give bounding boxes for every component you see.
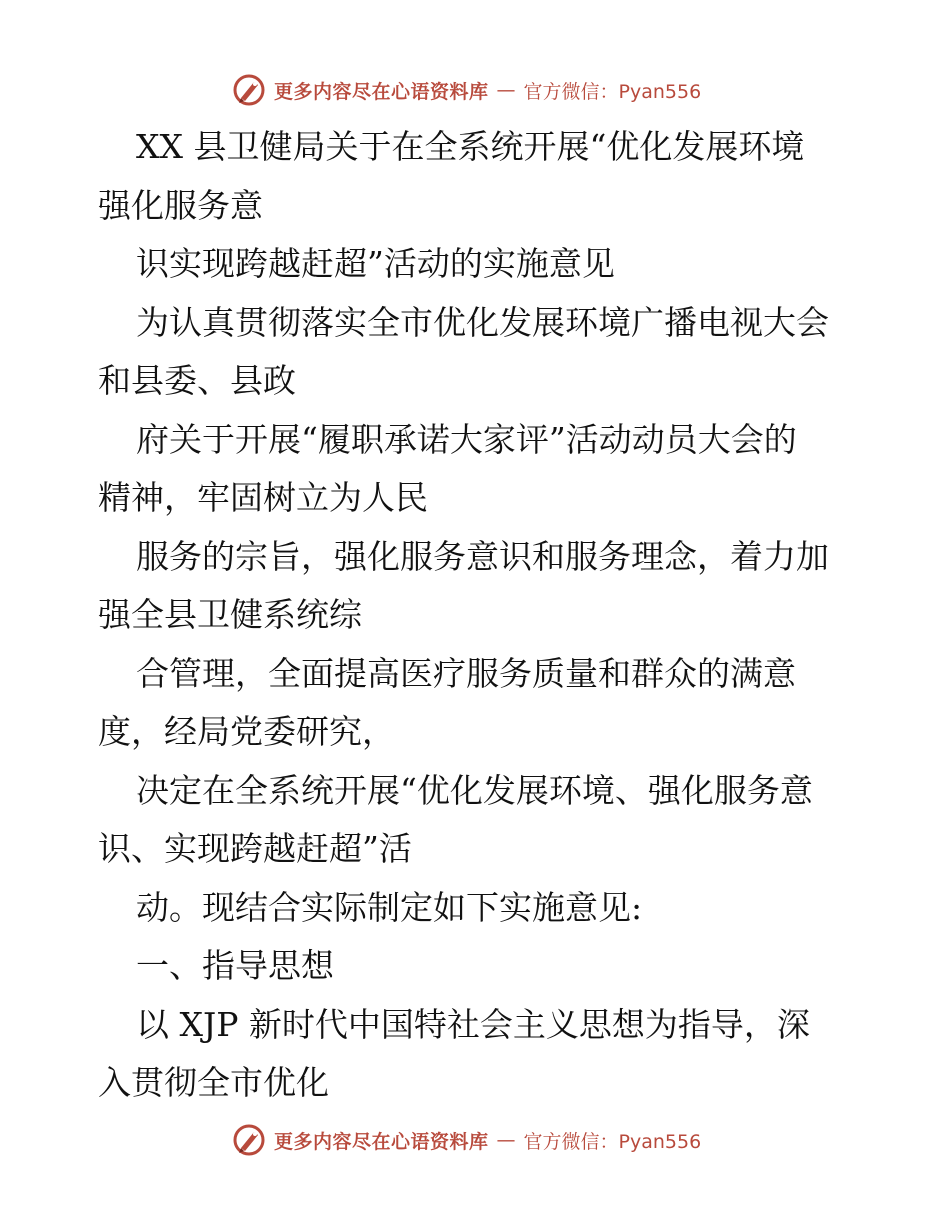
doc-line: 强全县卫健系统综	[98, 595, 362, 634]
header-watermark	[232, 70, 752, 110]
document-body	[98, 118, 858, 1113]
doc-line: 服务的宗旨，强化服务意识和服务理念，着力加	[136, 536, 829, 576]
doc-line: 入贯彻全市优化	[98, 1063, 329, 1102]
doc-line: 度，经局党委研究，	[98, 712, 395, 751]
doc-line: 识实现跨越赶超”活动的实施意见	[136, 244, 615, 283]
doc-line: 为认真贯彻落实全市优化发展环境广播电视大会	[136, 302, 829, 342]
watermark-separator: —	[496, 1129, 516, 1151]
doc-line: 识、实现跨越赶超”活	[98, 829, 412, 868]
pen-logo-icon	[232, 73, 266, 107]
watermark-contact-text: 官方微信：Pyan556	[523, 1130, 702, 1153]
doc-line: 合管理，全面提高医疗服务质量和群众的满意	[136, 653, 796, 693]
doc-line: XX 县卫健局关于在全系统开展“优化发展环境	[136, 127, 805, 166]
watermark-contact-text: 官方微信：Pyan556	[523, 80, 702, 103]
doc-line: 动。现结合实际制定如下实施意见:	[136, 887, 643, 927]
watermark-brand-text: 更多内容尽在心语资料库	[274, 1130, 489, 1153]
doc-line: 和县委、县政	[98, 361, 296, 400]
doc-line: 府关于开展“履职承诺大家评”活动动员大会的	[136, 419, 797, 459]
watermark-separator: —	[496, 79, 516, 101]
section-heading: 一、指导思想	[136, 946, 334, 985]
doc-line: 以 XJP 新时代中国特社会主义思想为指导，深	[136, 1004, 810, 1044]
watermark-brand-text: 更多内容尽在心语资料库	[274, 80, 489, 103]
footer-watermark	[232, 1120, 752, 1160]
doc-line: 精神，牢固树立为人民	[98, 478, 428, 517]
doc-line: 强化服务意	[98, 185, 263, 225]
pen-logo-icon	[232, 1123, 266, 1157]
doc-line: 决定在全系统开展“优化发展环境、强化服务意	[136, 770, 813, 810]
